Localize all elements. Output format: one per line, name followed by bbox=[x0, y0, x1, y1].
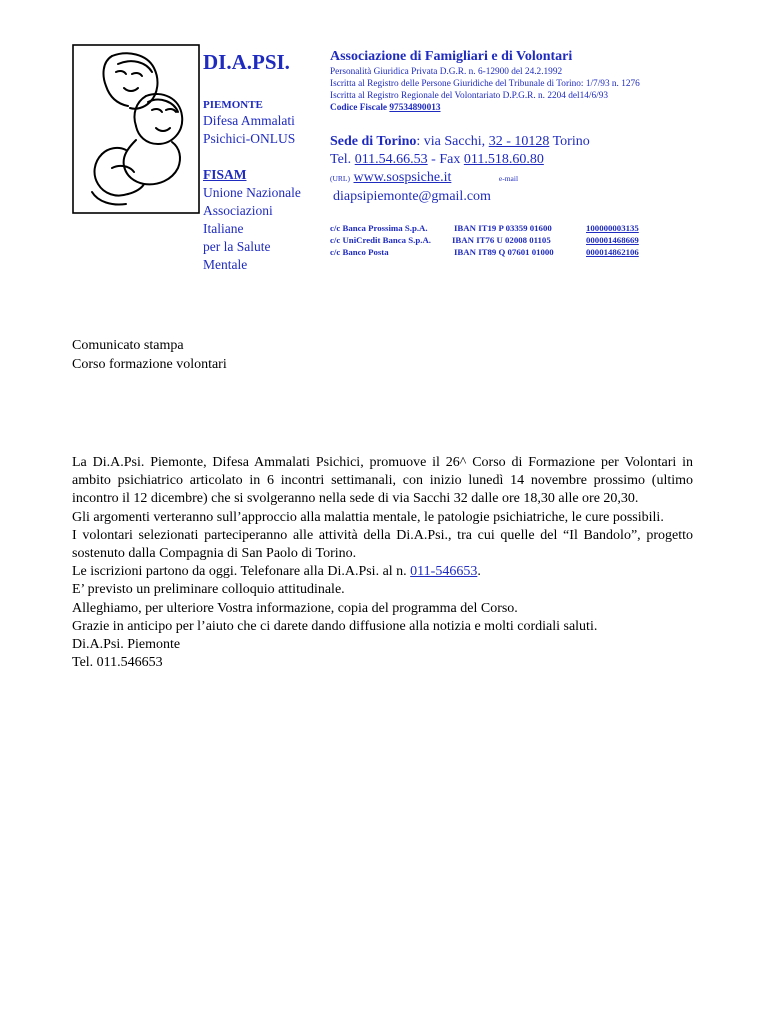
paragraph-phone bbox=[72, 563, 693, 581]
paragraph: Gli argomenti verteranno sull’approccio alla malattia mentale, le patologie psichiatriche, le cure possibili. bbox=[72, 509, 664, 525]
tel-link[interactable]: 011.54.66.53 bbox=[354, 152, 428, 167]
signature-tel: Tel. 011.546653 bbox=[72, 655, 163, 671]
tel-label: Tel. bbox=[330, 152, 352, 167]
org-description-line: Difesa Ammalati bbox=[203, 113, 295, 128]
association-title: Associazione di Famigliari e di Volontari bbox=[330, 49, 573, 64]
paragraph: E’ previsto un preliminare colloquio attitudinale. bbox=[72, 582, 345, 598]
website-link[interactable]: www.sospsiche.it bbox=[353, 170, 452, 185]
paragraph-suffix: . bbox=[477, 564, 481, 580]
sede-address: : via Sacchi, bbox=[416, 134, 486, 149]
fisam-description-line: Unione Nazionale bbox=[203, 185, 301, 200]
email-label: e-mail bbox=[498, 174, 519, 183]
fax-label: - Fax bbox=[431, 152, 461, 167]
email-address[interactable]: diapsipiemonte@gmail.com bbox=[333, 189, 491, 204]
phone-line bbox=[330, 151, 590, 169]
web-line bbox=[330, 169, 590, 188]
sede-line bbox=[330, 133, 590, 151]
fiscal-code-label: Codice Fiscale bbox=[330, 103, 388, 113]
bank-name: c/c Banca Prossima S.p.A. bbox=[330, 223, 428, 233]
bank-iban: IBAN IT76 U 02008 01105 bbox=[452, 235, 551, 245]
paragraph: I volontari selezionati parteciperanno alle attività della Di.A.Psi., tra cui quelle del “Il Bandolo”, progetto sostenuto dalla Compagnia di San Paolo di Torino. bbox=[72, 527, 693, 562]
fiscal-code bbox=[330, 102, 640, 114]
fisam-link[interactable]: FISAM bbox=[203, 167, 247, 182]
subject-block bbox=[72, 336, 227, 374]
paragraph: La Di.A.Psi. Piemonte, Difesa Ammalati Psichici, promuove il 26^ Corso di Formazione per Volontari in ambito psichiatrico articolato in 6 incontri settimanali, con inizio lunedì 14 novembre prossimo (ultimo incontro il 12 dicembre) che si svolgeranno nella sede di via Sacchi 32 dalle ore 18,30 alle ore 20,30. bbox=[72, 455, 693, 507]
sede-city: Torino bbox=[552, 134, 590, 149]
paragraph: Grazie in anticipo per l’aiuto che ci darete dando diffusione alla notizia e molti cordiali saluti. bbox=[72, 618, 598, 634]
contact-block bbox=[330, 133, 590, 206]
url-label: (URL) bbox=[330, 174, 350, 183]
legal-line: Iscritta al Registro delle Persone Giuridiche del Tribunale di Torino: 1/7/93 n. 1276 bbox=[330, 79, 640, 89]
subject-line-2: Corso formazione volontari bbox=[72, 357, 227, 372]
org-description-block bbox=[203, 112, 323, 274]
bank-name: c/c Banco Posta bbox=[330, 247, 389, 257]
region-label: PIEMONTE bbox=[203, 99, 263, 111]
fisam-description-line: Italiane bbox=[203, 221, 244, 236]
paragraph: Alleghiamo, per ulteriore Vostra informazione, copia del programma del Corso. bbox=[72, 600, 518, 616]
fiscal-code-value[interactable]: 97534890013 bbox=[389, 103, 441, 113]
fax-link[interactable]: 011.518.60.80 bbox=[463, 152, 544, 167]
org-name: DI.A.PSI. bbox=[203, 50, 290, 74]
diapsi-logo bbox=[72, 44, 200, 214]
subject-line-1: Comunicato stampa bbox=[72, 338, 184, 353]
legal-line: Iscritta al Registro Regionale del Volontariato D.P.G.R. n. 2204 del14/6/93 bbox=[330, 91, 609, 101]
sede-label: Sede di Torino bbox=[330, 134, 417, 149]
legal-line: Personalità Giuridica Privata D.G.R. n. 6-12900 del 24.2.1992 bbox=[330, 67, 563, 77]
bank-account-number[interactable]: 000014862106 bbox=[586, 247, 639, 257]
press-release-body bbox=[72, 454, 693, 672]
legal-info bbox=[330, 66, 640, 114]
org-description-line: Psichici-ONLUS bbox=[203, 131, 296, 146]
bank-iban: IBAN IT89 Q 07601 01000 bbox=[454, 247, 554, 257]
paragraph-text: Le iscrizioni partono da oggi. Telefonare alla Di.A.Psi. al n. bbox=[72, 564, 407, 580]
sede-address-link[interactable]: 32 - 10128 bbox=[488, 134, 550, 149]
fisam-description-line: Mentale bbox=[203, 257, 248, 272]
bank-account-number[interactable]: 100000003135 bbox=[586, 223, 639, 233]
signature: Di.A.Psi. Piemonte bbox=[72, 637, 181, 653]
phone-link[interactable]: 011-546653 bbox=[410, 564, 478, 580]
fisam-description-line: Associazioni bbox=[203, 203, 273, 218]
bank-iban: IBAN IT19 P 03359 01600 bbox=[454, 223, 552, 233]
fisam-description-line: per la Salute bbox=[203, 239, 271, 254]
bank-name: c/c UniCredit Banca S.p.A. bbox=[330, 235, 432, 245]
bank-account-number[interactable]: 000001468669 bbox=[586, 235, 639, 245]
